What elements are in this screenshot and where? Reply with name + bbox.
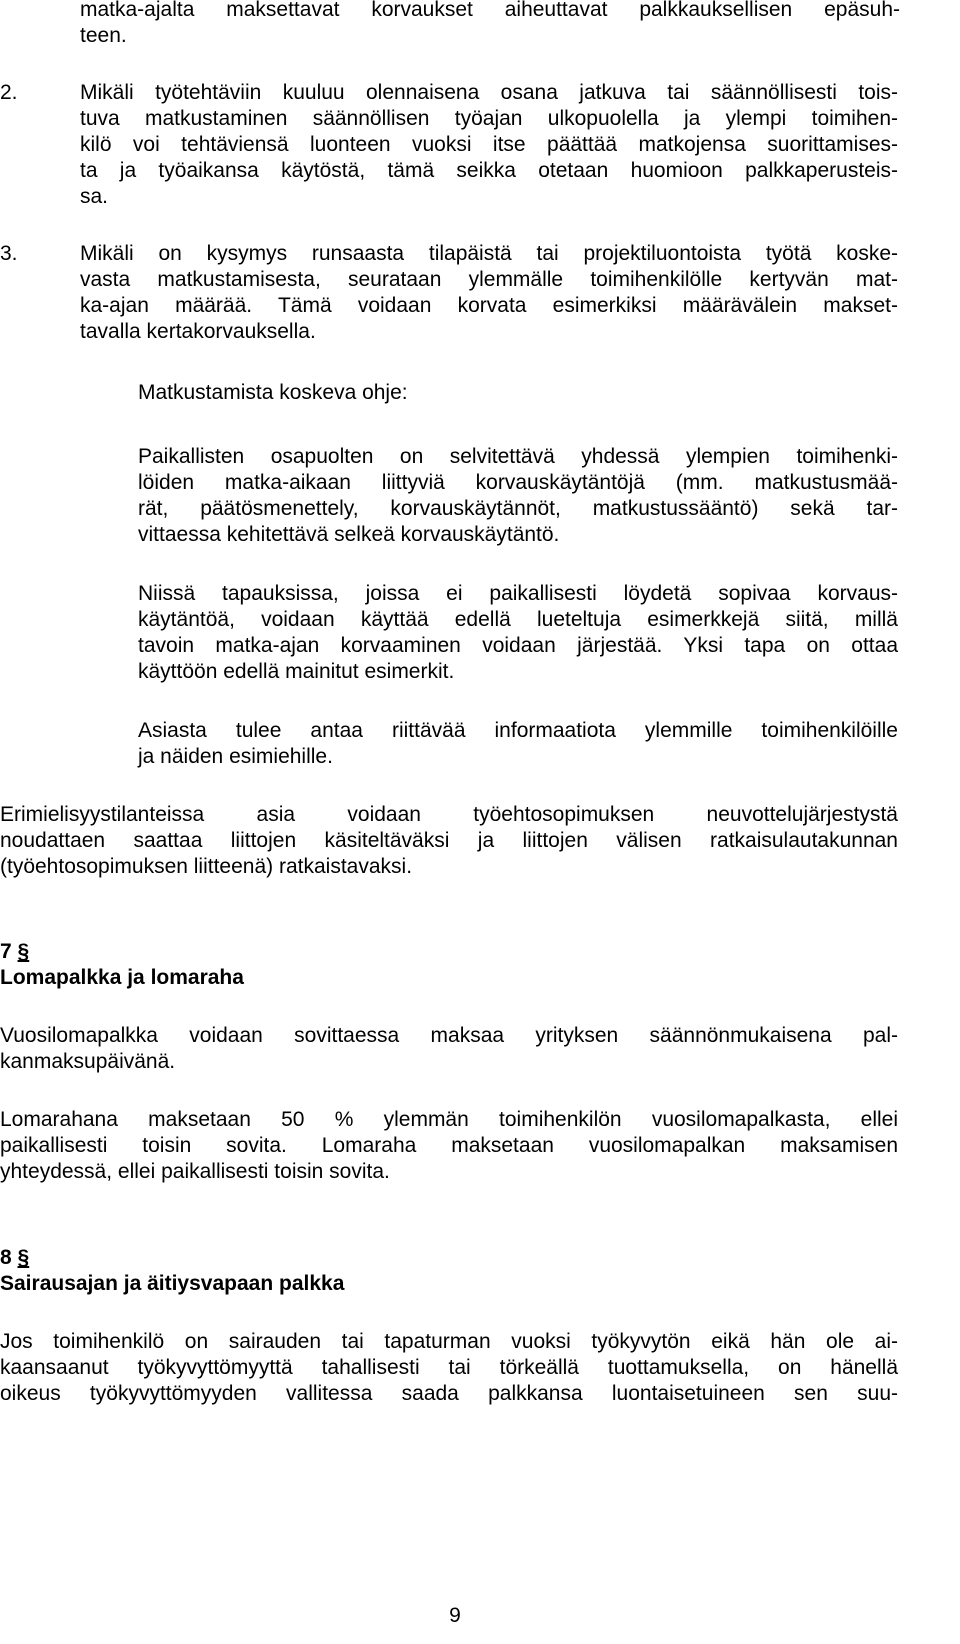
section7-p2-line-1: Lomarahana maksetaan 50 % ylemmän toimihenkilön vuosilomapalkasta, ellei xyxy=(0,1108,898,1131)
item2-line-5: sa. xyxy=(80,185,109,208)
section7-p2-line-3: yhteydessä, ellei paikallisesti toisin sovita. xyxy=(0,1160,390,1183)
dispute-line-2: noudattaen saattaa liittojen käsiteltäväksi ja liittojen välisen ratkaisulautakunnan xyxy=(0,829,898,852)
section8-p1-line-3: oikeus työkyvyttömyyden vallitessa saada palkkansa luontaisetuineen sen suu- xyxy=(0,1382,898,1405)
section7-number: 7 xyxy=(0,940,12,963)
guideline-p2-line-3: tavoin matka-ajan korvaaminen voidaan järjestää. Yksi tapa on ottaa xyxy=(138,634,898,657)
guideline-p1-line-4: vittaessa kehitettävä selkeä korvauskäytäntö. xyxy=(138,523,560,546)
section8-heading xyxy=(0,1245,29,1271)
item3-line-4: tavalla kertakorvauksella. xyxy=(80,320,316,343)
item3-line-3: ka-ajan määrää. Tämä voidaan korvata esimerkiksi määrävälein makset- xyxy=(80,294,898,317)
item1-line-2: teen. xyxy=(80,24,127,47)
item2-number: 2. xyxy=(0,81,18,104)
section7-p2-line-2: paikallisesti toisin sovita. Lomaraha maksetaan vuosilomapalkan maksamisen xyxy=(0,1134,898,1157)
section8-number: 8 xyxy=(0,1246,12,1269)
guideline-p3-line-2: ja näiden esimiehille. xyxy=(138,745,333,768)
item2-line-1: Mikäli työtehtäviin kuuluu olennaisena osana jatkuva tai säännöllisesti tois- xyxy=(80,81,898,104)
guideline-p3-line-1: Asiasta tulee antaa riittävää informaatiota ylemmille toimihenkilöille xyxy=(138,719,898,742)
dispute-line-1: Erimielisyystilanteissa asia voidaan työehtosopimuksen neuvottelujärjestystä xyxy=(0,803,898,826)
section7-p1-line-2: kanmaksupäivänä. xyxy=(0,1050,176,1073)
page-number: 9 xyxy=(449,1604,461,1627)
section8-p1-line-2: kaansaanut työkyvyttömyyttä tahallisesti tai törkeällä tuottamuksella, on hänellä xyxy=(0,1356,898,1379)
section7-p1-line-1: Vuosilomapalkka voidaan sovittaessa maksaa yrityksen säännönmukaisena pal- xyxy=(0,1024,898,1047)
section7-symbol: § xyxy=(17,940,30,963)
section8-title: Sairausajan ja äitiysvapaan palkka xyxy=(0,1272,345,1295)
item2-line-2: tuva matkustaminen säännöllisen työajan ulkopuolella ja ylempi toimihen- xyxy=(80,107,898,130)
item3-number: 3. xyxy=(0,242,18,265)
dispute-line-3: (työehtosopimuksen liitteenä) ratkaistavaksi. xyxy=(0,855,413,878)
item2-line-3: kilö voi tehtäviensä luonteen vuoksi itse päättää matkojensa suorittamises- xyxy=(80,133,898,156)
section7-heading xyxy=(0,939,29,965)
guideline-p1-line-3: rät, päätösmenettely, korvauskäytännöt, matkustussääntö) sekä tar- xyxy=(138,497,898,520)
section8-symbol: § xyxy=(17,1246,30,1269)
item1-line-1: matka-ajalta maksettavat korvaukset aiheuttavat palkkauksellisen epäsuh- xyxy=(80,0,900,21)
guideline-p1-line-1: Paikallisten osapuolten on selvitettävä yhdessä ylempien toimihenki- xyxy=(138,445,898,468)
guideline-p1-line-2: löiden matka-aikaan liittyviä korvauskäytäntöjä (mm. matkustusmää- xyxy=(138,471,898,494)
guideline-heading: Matkustamista koskeva ohje: xyxy=(138,381,408,404)
section8-p1-line-1: Jos toimihenkilö on sairauden tai tapaturman vuoksi työkyvytön eikä hän ole ai- xyxy=(0,1330,898,1353)
section7-title: Lomapalkka ja lomaraha xyxy=(0,966,244,989)
guideline-p2-line-1: Niissä tapauksissa, joissa ei paikallisesti löydetä sopivaa korvaus- xyxy=(138,582,898,605)
item2-line-4: ta ja työaikansa käytöstä, tämä seikka otetaan huomioon palkkaperusteis- xyxy=(80,159,898,182)
item3-line-2: vasta matkustamisesta, seurataan ylemmälle toimihenkilölle kertyvän mat- xyxy=(80,268,898,291)
guideline-p2-line-2: käytäntöä, voidaan käyttää edellä lueteltuja esimerkkejä siitä, millä xyxy=(138,608,898,631)
guideline-p2-line-4: käyttöön edellä mainitut esimerkit. xyxy=(138,660,455,683)
item3-line-1: Mikäli on kysymys runsaasta tilapäistä tai projektiluontoista työtä koske- xyxy=(80,242,898,265)
